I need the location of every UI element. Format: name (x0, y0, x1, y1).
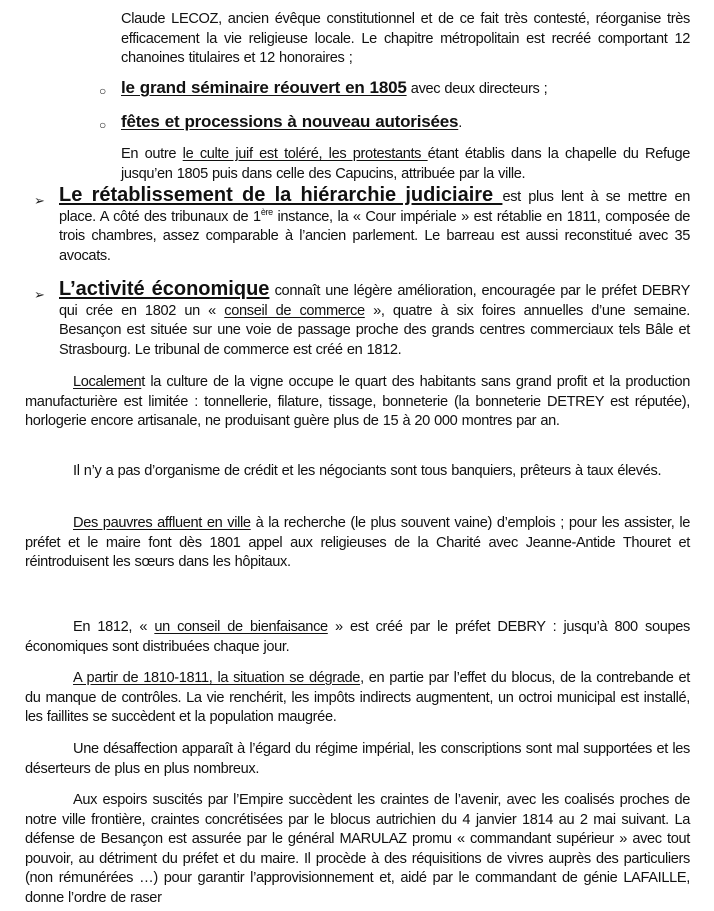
paragraph-credit (25, 462, 690, 482)
judiciaire-text-cont: instance, la « Cour impériale » est rétablie en 1811, composée de trois chambres, assez comparable à l’ancien parlement. Le barreau est aussi reconstitué avec 35 avocats. (59, 208, 690, 264)
para-lead: En 1812, « (73, 619, 155, 635)
para-text: à la recherche (le plus souvent vaine) d’emplois ; pour les assister, le préfet et le maire font dès 1801 appel aux religieuses de la Charité avec Jeanne-Antide Thouret et réintroduisent les sœurs dans les hôpitaux. (25, 515, 690, 571)
paragraph-localement (25, 373, 690, 432)
para-text: » est créé par le préfet DEBRY : jusqu’à 800 soupes économiques sont distribuées chaque jour. (25, 619, 690, 655)
para-underlined: un conseil de bienfaisance (154, 619, 328, 635)
outre-lead: En outre (121, 146, 183, 162)
sub-bullet-heading: le grand séminaire réouvert en 1805 (121, 78, 407, 97)
judiciaire-heading: Le rétablissement de la hiérarchie judiciaire (59, 184, 503, 206)
para-underlined: A partir de 1810-1811, la situation se dégrade (73, 670, 361, 686)
sub-bullet-heading: fêtes et processions à nouveau autorisées (121, 112, 459, 131)
arrow-bullet-icon: ➢ (34, 193, 45, 208)
para-text: Il n’y a pas d’organisme de crédit et les négociants sont tous banquiers, prêteurs à taux élevés. (73, 463, 662, 479)
sub-bullet-seminaire (121, 78, 690, 100)
economique-underlined: conseil de commerce (224, 302, 365, 319)
paragraph-degrade (25, 669, 690, 728)
intro-text: Claude LECOZ, ancien évêque constitutionnel et de ce fait très contesté, réorganise très efficacement la vie religieuse locale. Le chapitre métropolitain est recréé comportant 12 chanoines titulaires et 12 honoraires ; (121, 11, 690, 67)
judiciaire-bullet (59, 186, 690, 266)
paragraph-desaffection (25, 740, 690, 779)
sub-bullet-fetes (121, 112, 690, 134)
economique-text-cont: », quatre à six foires annuelles d’une semaine. Besançon est située sur une voie de passage proche des grands centres commerciaux tels Bâle et Strasbourg. Le tribunal de commerce est créé en 1812. (59, 302, 690, 358)
outre-rest: étant établis dans la chapelle du Refuge jusqu’en 1805 puis dans celle des Capucins, attribuée par la ville. (121, 146, 691, 182)
sub-bullet-text: . (458, 115, 462, 131)
economique-bullet (59, 280, 690, 360)
judiciaire-text: est plus lent à se mettre en place. A côté des tribunaux de 1 (59, 189, 690, 225)
para-text: t la culture de la vigne occupe le quart des habitants sans grand profit et la production manufacturière est limitée : tonnellerie, filature, tissage, bonneterie (la bonneterie DETREY est réputée), horlogerie encore artisanale, ne produisant guère plus de 15 à 20 000 montres par an. (25, 374, 690, 430)
outre-underlined: le culte juif est toléré, les protestants (182, 146, 428, 162)
para-text: , en partie par l’effet du blocus, de la contrebande et du manque de contrôles. La vie renchérit, les impôts indirects augmentent, un octroi municipal est installé, les faillites se succèdent et la population maugrée. (25, 670, 691, 726)
outre-paragraph (121, 145, 690, 184)
economique-text: connaît une légère amélioration, encouragée par le préfet DEBRY qui crée en 1802 un « (59, 283, 690, 319)
economique-heading: L’activité économique (59, 278, 270, 300)
para-text: Une désaffection apparaît à l’égard du régime impérial, les conscriptions sont mal supportées et les déserteurs de plus en plus nombreux. (25, 741, 690, 777)
circle-bullet-icon: ○ (99, 84, 107, 98)
paragraph-pauvres (25, 514, 690, 573)
paragraph-bienfaisance (25, 618, 690, 657)
para-text: Aux espoirs suscités par l’Empire succèdent les craintes de l’avenir, avec les coalisés proches de notre ville frontière, craintes concrétisées par le blocus autrichien du 4 janvier 1814 au 2 mai suivant. La défense de Besançon est assurée par le général MARULAZ promu « commandant supérieur » avec tout pouvoir, au détriment du préfet et du maire. Il procède à des réquisitions de vivres auprès des particuliers (non rémunérées …) pour garantir l’approvisionnement et, aidé par le commandant de génie LAFAILLE, donne l’ordre de raser (25, 792, 690, 906)
para-underlined: Des pauvres affluent en ville (73, 515, 251, 531)
circle-bullet-icon: ○ (99, 118, 107, 132)
sub-bullet-text: avec deux directeurs ; (406, 81, 548, 97)
superscript: ère (260, 206, 273, 217)
paragraph-espoirs (25, 791, 690, 909)
intro-paragraph (121, 10, 690, 69)
arrow-bullet-icon: ➢ (34, 287, 45, 302)
para-underlined: Localemen (73, 374, 142, 390)
